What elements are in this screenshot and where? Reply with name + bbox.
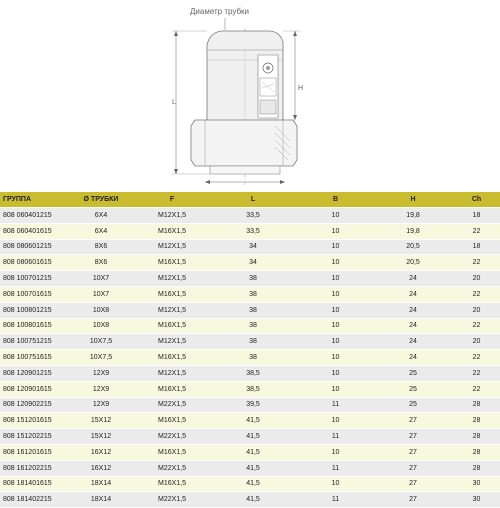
- table-cell: M12X1,5: [136, 302, 208, 318]
- table-cell: 808 100801615: [0, 318, 66, 334]
- table-cell: 6X4: [66, 208, 136, 224]
- column-header: Ø ТРУБКИ: [66, 192, 136, 208]
- table-cell: 38,5: [208, 381, 298, 397]
- table-cell: 10: [298, 413, 373, 429]
- table-cell: 19,8: [373, 208, 453, 224]
- table-cell: 10: [298, 381, 373, 397]
- table-cell: 12X9: [66, 381, 136, 397]
- table-cell: 33,5: [208, 208, 298, 224]
- table-cell: 808 080601615: [0, 255, 66, 271]
- table-cell: 808 100701215: [0, 271, 66, 287]
- table-cell: M16X1,5: [136, 255, 208, 271]
- table-cell: 808 120902215: [0, 397, 66, 413]
- column-header: ГРУППА: [0, 192, 66, 208]
- table-cell: 12X9: [66, 365, 136, 381]
- table-cell: 41,5: [208, 444, 298, 460]
- table-header-row: [0, 192, 500, 208]
- table-cell: 38: [208, 350, 298, 366]
- table-cell: 20: [453, 334, 500, 350]
- column-header: Ch: [453, 192, 500, 208]
- table-cell: 11: [298, 492, 373, 508]
- table-cell: 22: [453, 381, 500, 397]
- table-cell: 38: [208, 302, 298, 318]
- table-row: [0, 334, 500, 350]
- table-cell: 25: [373, 381, 453, 397]
- table-cell: 41,5: [208, 492, 298, 508]
- table-row: [0, 397, 500, 413]
- table-cell: M22X1,5: [136, 429, 208, 445]
- table-row: [0, 413, 500, 429]
- table-cell: M12X1,5: [136, 334, 208, 350]
- table-row: [0, 350, 500, 366]
- specification-table: [0, 192, 500, 508]
- table-row: [0, 286, 500, 302]
- table-cell: 808 120901215: [0, 365, 66, 381]
- table-cell: 27: [373, 460, 453, 476]
- table-cell: 24: [373, 271, 453, 287]
- column-header: B: [298, 192, 373, 208]
- table-cell: 20: [453, 271, 500, 287]
- table-cell: 24: [373, 318, 453, 334]
- table-cell: 41,5: [208, 429, 298, 445]
- table-cell: M22X1,5: [136, 492, 208, 508]
- table-row: [0, 223, 500, 239]
- table-cell: M12X1,5: [136, 208, 208, 224]
- table-cell: 18X14: [66, 476, 136, 492]
- table-cell: 41,5: [208, 460, 298, 476]
- table-cell: 28: [453, 460, 500, 476]
- table-cell: 10: [298, 223, 373, 239]
- table-cell: 808 181401615: [0, 476, 66, 492]
- table-cell: 8X6: [66, 239, 136, 255]
- table-cell: 10: [298, 476, 373, 492]
- table-cell: 10: [298, 350, 373, 366]
- table-cell: 808 161201615: [0, 444, 66, 460]
- table-cell: 27: [373, 444, 453, 460]
- table-cell: 808 151202215: [0, 429, 66, 445]
- table-row: [0, 302, 500, 318]
- table-cell: 38: [208, 334, 298, 350]
- table-cell: 11: [298, 460, 373, 476]
- table-cell: 10: [298, 286, 373, 302]
- table-cell: 38: [208, 286, 298, 302]
- table-cell: M16X1,5: [136, 476, 208, 492]
- table-cell: 808 181402215: [0, 492, 66, 508]
- table-cell: 38,5: [208, 365, 298, 381]
- table-cell: 12X9: [66, 397, 136, 413]
- table-cell: 6X4: [66, 223, 136, 239]
- table-cell: 20,5: [373, 239, 453, 255]
- table-cell: 18: [453, 239, 500, 255]
- table-cell: 10: [298, 365, 373, 381]
- table-row: [0, 476, 500, 492]
- table-row: [0, 365, 500, 381]
- table-cell: 34: [208, 255, 298, 271]
- table-cell: 10: [298, 208, 373, 224]
- table-cell: 25: [373, 365, 453, 381]
- column-header: F: [136, 192, 208, 208]
- table-cell: 11: [298, 429, 373, 445]
- table-cell: 10X7: [66, 271, 136, 287]
- table-cell: M16X1,5: [136, 413, 208, 429]
- table-cell: 20,5: [373, 255, 453, 271]
- table-cell: 10X7,5: [66, 334, 136, 350]
- table-cell: 24: [373, 334, 453, 350]
- table-cell: 808 151201615: [0, 413, 66, 429]
- table-cell: M12X1,5: [136, 365, 208, 381]
- table-cell: 33,5: [208, 223, 298, 239]
- table-cell: M16X1,5: [136, 286, 208, 302]
- table-cell: 20: [453, 302, 500, 318]
- table-cell: 808 080601215: [0, 239, 66, 255]
- table-cell: 25: [373, 397, 453, 413]
- dimension-H-label: H: [298, 85, 304, 92]
- fitting-body: [191, 120, 297, 166]
- table-cell: 30: [453, 492, 500, 508]
- table-cell: 18X14: [66, 492, 136, 508]
- table-cell: 808 100801215: [0, 302, 66, 318]
- table-row: [0, 429, 500, 445]
- table-cell: 22: [453, 350, 500, 366]
- table-cell: 28: [453, 444, 500, 460]
- table-row: [0, 460, 500, 476]
- table-cell: 22: [453, 255, 500, 271]
- table-cell: 39,5: [208, 397, 298, 413]
- table-cell: 34: [208, 239, 298, 255]
- table-cell: 808 100701615: [0, 286, 66, 302]
- table-cell: 10: [298, 271, 373, 287]
- table-cell: 8X6: [66, 255, 136, 271]
- table-row: [0, 208, 500, 224]
- table-cell: 10: [298, 444, 373, 460]
- table-cell: 10: [298, 239, 373, 255]
- table-cell: 30: [453, 476, 500, 492]
- table-cell: 15X12: [66, 429, 136, 445]
- table-cell: M12X1,5: [136, 239, 208, 255]
- table-cell: 11: [298, 397, 373, 413]
- table-cell: 18: [453, 208, 500, 224]
- table-cell: 16X12: [66, 444, 136, 460]
- table-cell: M12X1,5: [136, 271, 208, 287]
- table-cell: 15X12: [66, 413, 136, 429]
- table-cell: M16X1,5: [136, 381, 208, 397]
- table-cell: 10: [298, 255, 373, 271]
- table-cell: 22: [453, 223, 500, 239]
- table-cell: 27: [373, 429, 453, 445]
- table-cell: 808 161202215: [0, 460, 66, 476]
- table-cell: 10: [298, 318, 373, 334]
- table-row: [0, 255, 500, 271]
- table-cell: 24: [373, 302, 453, 318]
- table-cell: 24: [373, 286, 453, 302]
- table-cell: 41,5: [208, 413, 298, 429]
- column-header: H: [373, 192, 453, 208]
- table-body: [0, 208, 500, 508]
- table-cell: 24: [373, 350, 453, 366]
- table-cell: M16X1,5: [136, 223, 208, 239]
- table-cell: 16X12: [66, 460, 136, 476]
- table-cell: 41,5: [208, 476, 298, 492]
- table-row: [0, 271, 500, 287]
- table-row: [0, 239, 500, 255]
- table-cell: 10X8: [66, 302, 136, 318]
- table-row: [0, 318, 500, 334]
- thread-stub: [210, 166, 280, 174]
- dimension-L-label: L: [172, 99, 176, 106]
- fitting-technical-drawing: [0, 0, 500, 190]
- table-cell: 22: [453, 318, 500, 334]
- table-cell: 27: [373, 413, 453, 429]
- table-cell: M16X1,5: [136, 444, 208, 460]
- table-row: [0, 444, 500, 460]
- table-cell: 10: [298, 334, 373, 350]
- table-cell: 10X7: [66, 286, 136, 302]
- table-row: [0, 381, 500, 397]
- table-cell: 808 120901615: [0, 381, 66, 397]
- table-cell: M22X1,5: [136, 397, 208, 413]
- table-cell: 38: [208, 318, 298, 334]
- table-cell: 22: [453, 286, 500, 302]
- table-cell: M16X1,5: [136, 350, 208, 366]
- table-cell: 808 100751615: [0, 350, 66, 366]
- table-cell: 22: [453, 365, 500, 381]
- table-cell: M22X1,5: [136, 460, 208, 476]
- tube-diameter-caption: Диаметр трубки: [190, 7, 250, 16]
- table-cell: 28: [453, 413, 500, 429]
- table-cell: 808 100751215: [0, 334, 66, 350]
- table-cell: M16X1,5: [136, 318, 208, 334]
- column-header: L: [208, 192, 298, 208]
- table-cell: 28: [453, 397, 500, 413]
- table-cell: 808 060401615: [0, 223, 66, 239]
- table-cell: 28: [453, 429, 500, 445]
- table-cell: 10: [298, 302, 373, 318]
- table-cell: 38: [208, 271, 298, 287]
- table-cell: 19,8: [373, 223, 453, 239]
- table-cell: 10X8: [66, 318, 136, 334]
- table-cell: 27: [373, 476, 453, 492]
- table-cell: 27: [373, 492, 453, 508]
- table-cell: 808 060401215: [0, 208, 66, 224]
- table-cell: 10X7,5: [66, 350, 136, 366]
